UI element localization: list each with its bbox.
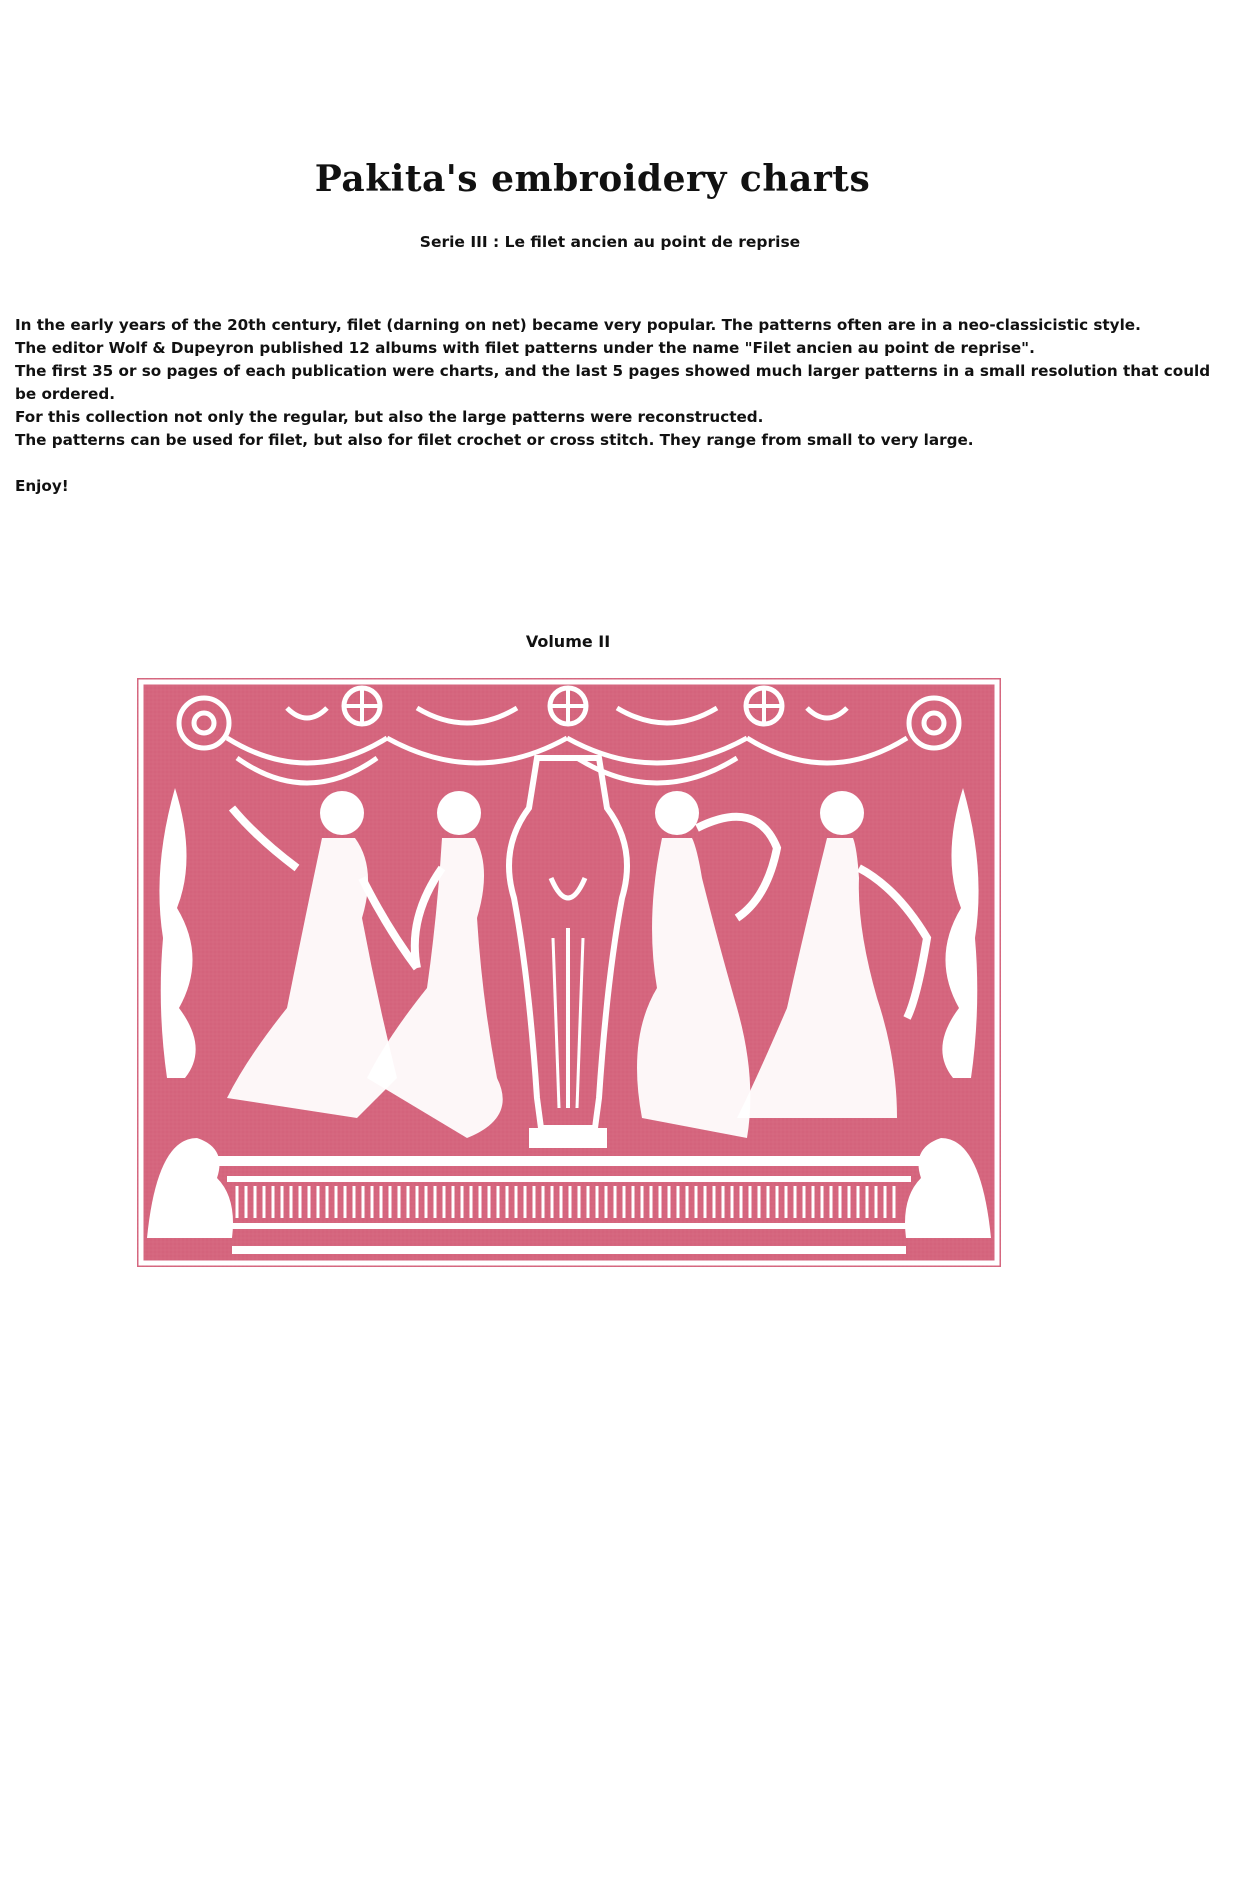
intro-line: The editor Wolf & Dupeyron published 12 albums with filet patterns under the name "Filet ancien au point de reprise". <box>15 339 1035 357</box>
filet-pattern-image[interactable] <box>137 678 1001 1267</box>
spacer <box>15 452 1225 475</box>
enjoy-text: Enjoy! <box>15 477 69 495</box>
intro-line: In the early years of the 20th century, filet (darning on net) became very popular. The patterns often are in a neo-classicistic style. <box>15 316 1141 334</box>
intro-line: For this collection not only the regular, but also the large patterns were reconstructed. <box>15 408 764 426</box>
filet-grid <box>137 678 1001 1267</box>
page-title: Pakita's embroidery charts <box>314 158 871 200</box>
series-subtitle: Serie III : Le filet ancien au point de reprise <box>419 233 801 251</box>
volume-heading: Volume II <box>525 632 611 651</box>
intro-line: The first 35 or so pages of each publication were charts, and the last 5 pages showed much larger patterns in a small resolution that could be ordered. <box>15 362 1211 403</box>
intro-text <box>15 314 1225 498</box>
filet-pattern-dancing-maidens-icon <box>137 678 1001 1267</box>
intro-line: The patterns can be used for filet, but also for filet crochet or cross stitch. They range from small to very large. <box>15 431 974 449</box>
